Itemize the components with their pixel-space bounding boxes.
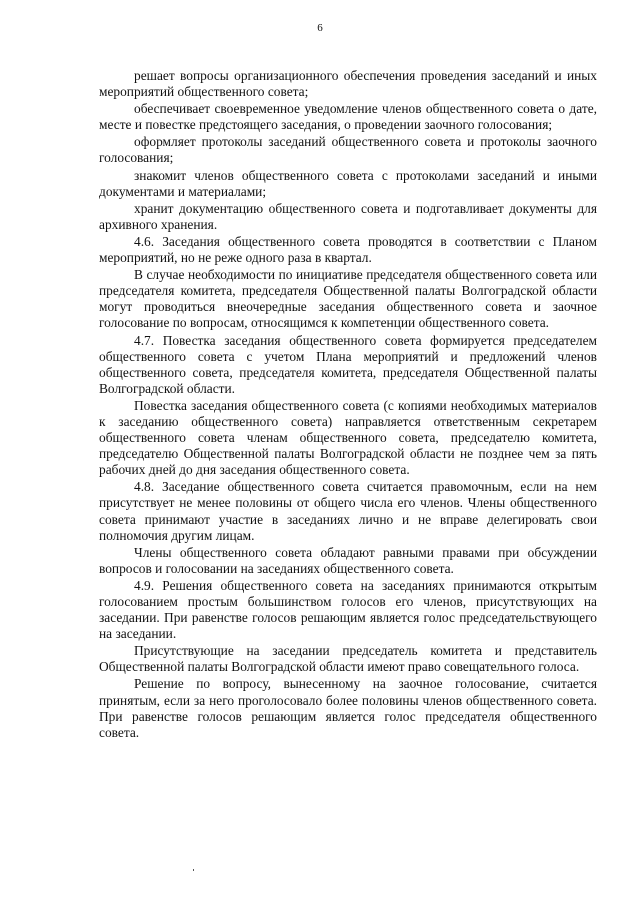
paragraph-absentee-vote-decision: Решение по вопросу, вынесенному на заочное голосование, считается принятым, если за него проголосовало более половины членов общественного совета. При равенстве голосов решающим является голос председателя общественного совета. (99, 676, 597, 740)
paragraph-4-9: 4.9. Решения общественного совета на заседаниях принимаются открытым голосованием простым большинством голосов его членов, присутствующих на заседании. При равенстве голосов решающим является голос председательствующего на заседании. (99, 577, 597, 642)
document-body (99, 68, 597, 742)
paragraph-secretary-duty-familiarize: знакомит членов общественного совета с протоколами заседаний и иными документами и материалами; (99, 167, 597, 199)
paragraph-4-6: 4.6. Заседания общественного совета проводятся в соответствии с Планом мероприятий, но не реже одного раза в квартал. (99, 233, 597, 266)
page-number: 6 (317, 22, 323, 34)
paragraph-secretary-duty-protocols: оформляет протоколы заседаний общественного совета и протоколы заочного голосования; (99, 134, 597, 166)
paragraph-secretary-duty-notification: обеспечивает своевременное уведомление членов общественного совета о дате, месте и повестке предстоящего заседания, о проведении заочного голосования; (99, 101, 597, 133)
paragraph-equal-rights: Члены общественного совета обладают равными правами при обсуждении вопросов и голосовании на заседаниях общественного совета. (99, 544, 597, 576)
paragraph-4-7: 4.7. Повестка заседания общественного совета формируется председателем общественного совета с учетом Плана мероприятий и предложений членов общественного совета, председателя комитета, председателя Общественной палаты Волгоградской области. (99, 332, 597, 396)
paragraph-secretary-duty-archive: хранит документацию общественного совета и подготавливает документы для архивного хранения. (99, 200, 597, 232)
paragraph-4-8: 4.8. Заседание общественного совета считается правомочным, если на нем присутствует не менее половины от общего числа его членов. Члены общественного совета принимают участие в заседаниях лично и не вправе делегировать свои полномочия другим лицам. (99, 479, 597, 543)
scan-speck (193, 869, 194, 871)
paragraph-agenda-distribution: Повестка заседания общественного совета (с копиями необходимых материалов к заседанию общественного совета) направляется ответственным секретарем общественного совета членам общественного совета, председателю комитета, председателю Общественной палаты Волгоградской области не позднее чем за пять рабочих дней до дня заседания общественного совета. (99, 397, 597, 478)
paragraph-secretary-duty-organization: решает вопросы организационного обеспечения проведения заседаний и иных мероприятий общественного совета; (99, 68, 597, 100)
paragraph-advisory-vote: Присутствующие на заседании председатель комитета и представитель Общественной палаты Волгоградской области имеют право совещательного голоса. (99, 643, 597, 675)
paragraph-extraordinary-meetings: В случае необходимости по инициативе председателя общественного совета или председателя комитета, председателя Общественной палаты Волгоградской области могут проводиться внеочередные заседания общественного совета и заочное голосование по вопросам, относящимся к компетенции общественного совета. (99, 267, 597, 331)
